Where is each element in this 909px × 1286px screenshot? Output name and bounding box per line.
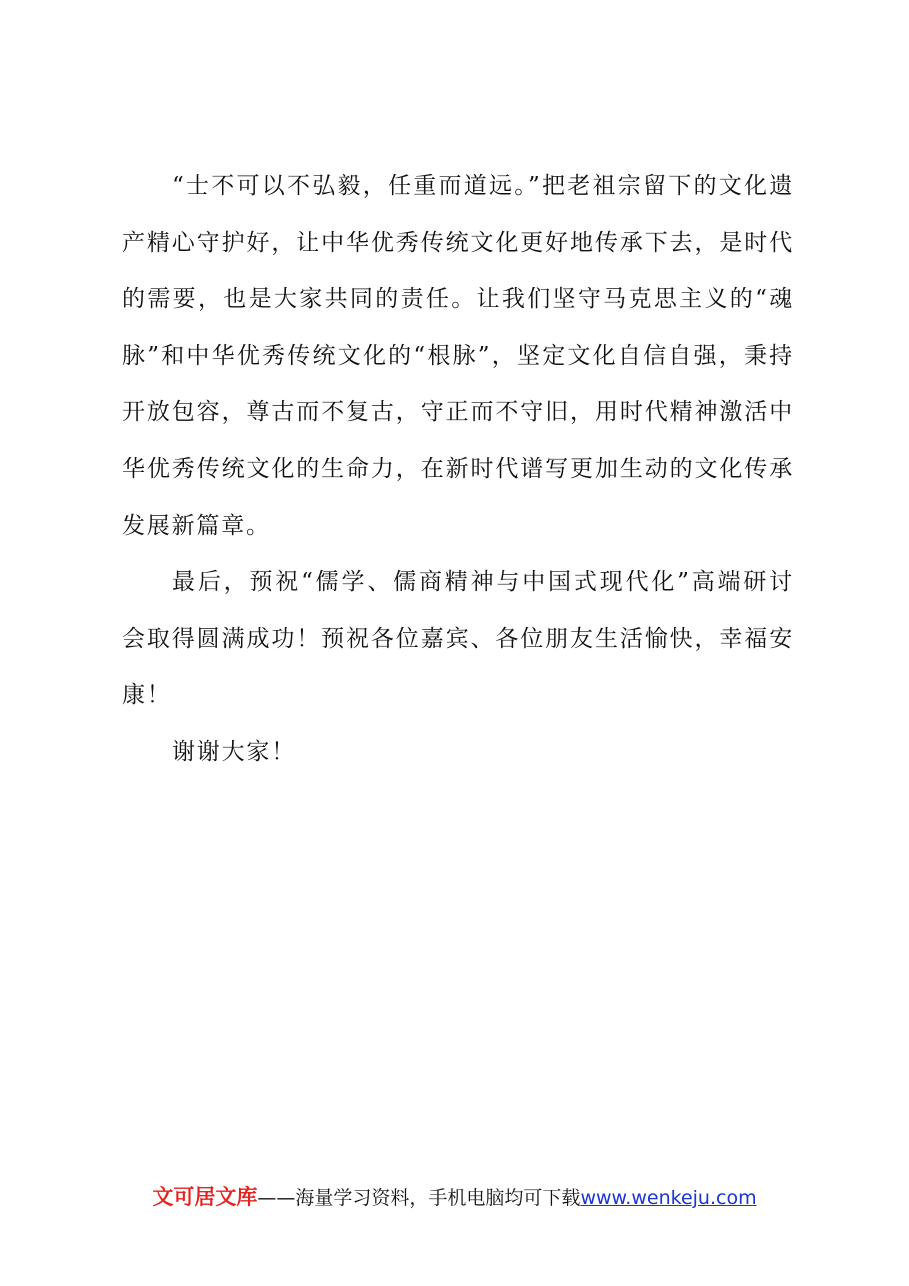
footer-brand: 文可居文库	[152, 1185, 258, 1209]
paragraph-wishes: 最后，预祝“儒学、儒商精神与中国式现代化”高端研讨会取得圆满成功！预祝各位嘉宾、各位朋友生活愉快，幸福安康！	[122, 569, 794, 709]
paragraph-thanks: 谢谢大家！	[172, 738, 296, 765]
footer-slogan: ——海量学习资料，手机电脑均可下载	[257, 1187, 581, 1209]
footer-banner	[0, 1181, 909, 1211]
paragraph-closing-remarks: “士不可以不弘毅，任重而道远。”把老祖宗留下的文化遗产精心守护好，让中华优秀传统文化更好地传承下去，是时代的需要，也是大家共同的责任。让我们坚守马克思主义的“魂脉”和中华优秀传统文化的“根脉”，坚定文化自信自强，秉持开放包容，尊古而不复古，守正而不守旧，用时代精神激活中华优秀传统文化的生命力，在新时代谱写更加生动的文化传承发展新篇章。	[122, 173, 794, 539]
document-body	[122, 158, 794, 781]
footer-website-link[interactable]: www.wenkeju.com	[580, 1187, 757, 1209]
